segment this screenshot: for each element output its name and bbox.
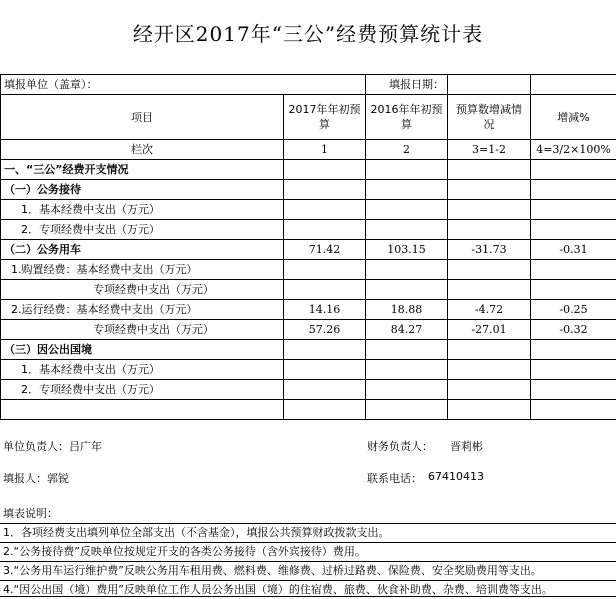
table-row [1, 200, 616, 220]
row-v1 [284, 340, 366, 360]
filler: 填报人：郭锐 [3, 470, 69, 486]
table-row [1, 220, 616, 240]
row-v3 [448, 260, 531, 280]
date-label: 填报日期： [366, 75, 448, 95]
date-value-cell [448, 75, 531, 95]
index-c1: 1 [284, 140, 366, 160]
table-row [1, 300, 616, 320]
row-v2 [366, 280, 448, 300]
row-v4: -0.25 [531, 300, 616, 320]
blank-cell [448, 400, 531, 420]
row-v2: 103.15 [366, 240, 448, 260]
row-v1: 57.26 [284, 320, 366, 340]
table-row [1, 260, 616, 280]
row-v1 [284, 280, 366, 300]
row-label: 专项经费中支出（万元） [1, 320, 284, 340]
row-label: （一）公务接待 [1, 180, 284, 200]
row-v1: 71.42 [284, 240, 366, 260]
row-v3 [448, 360, 531, 380]
index-c3: 3=1-2 [448, 140, 531, 160]
row-v4 [531, 260, 616, 280]
row-label: （二）公务用车 [1, 240, 284, 260]
note-line: 4.“因公出国（境）费用”反映单位工作人员公务出国（境）的住宿费、旅费、伙食补助费、杂费、培训费等支出。 [0, 580, 616, 599]
table-row [1, 180, 616, 200]
row-v2 [366, 160, 448, 180]
row-label: 2．专项经费中支出（万元） [1, 380, 284, 400]
row-label: 2．专项经费中支出（万元） [1, 220, 284, 240]
row-v1 [284, 200, 366, 220]
row-v4 [531, 200, 616, 220]
notes-section [0, 505, 616, 599]
row-v4 [531, 340, 616, 360]
row-v3 [448, 180, 531, 200]
column-header-row [1, 95, 616, 140]
col-2016-header: 2016年年初预算 [366, 95, 448, 140]
header-info-row [1, 75, 616, 95]
col-2017-header: 2017年年初预算 [284, 95, 366, 140]
row-v1 [284, 160, 366, 180]
row-v1 [284, 380, 366, 400]
note-line: 2.“公务接待费”反映单位按规定开支的各类公务接待（含外宾接待）费用。 [0, 542, 616, 561]
budget-table [0, 74, 616, 420]
blank-cell [1, 400, 284, 420]
note-line: 1．各项经费支出填列单位全部支出（不含基金），填报公共预算财政拨款支出。 [0, 523, 616, 542]
row-label: 1．基本经费中支出（万元） [1, 360, 284, 380]
phone-label: 联系电话： [367, 470, 422, 486]
row-label: （三）因公出国境 [1, 340, 284, 360]
blank-cell [284, 400, 366, 420]
finance-head-name: 晋莉彬 [450, 438, 483, 454]
phone-number: 67410413 [428, 470, 484, 483]
row-v3: -27.01 [448, 320, 531, 340]
index-row [1, 140, 616, 160]
row-v2 [366, 380, 448, 400]
blank-cell [366, 400, 448, 420]
row-v3 [448, 220, 531, 240]
row-v4: -0.31 [531, 240, 616, 260]
table-row [1, 240, 616, 260]
row-v3 [448, 200, 531, 220]
row-v3 [448, 380, 531, 400]
row-v2 [366, 220, 448, 240]
col-percent-header: 增减% [531, 95, 616, 140]
row-v2 [366, 260, 448, 280]
table-row [1, 320, 616, 340]
row-v4 [531, 380, 616, 400]
row-v1 [284, 220, 366, 240]
row-label: 一、“三公”经费开支情况 [1, 160, 284, 180]
row-v3 [448, 280, 531, 300]
note-line: 3.“公务用车运行维护费”反映公务用车租用费、燃料费、维修费、过桥过路费、保险费、安全奖励费用等支出。 [0, 561, 616, 580]
row-v1: 14.16 [284, 300, 366, 320]
unit-label: 填报单位（盖章）： [1, 75, 366, 95]
row-v3 [448, 340, 531, 360]
table-row [1, 160, 616, 180]
index-c2: 2 [366, 140, 448, 160]
row-v4 [531, 360, 616, 380]
row-label: 1.购置经费：基本经费中支出（万元） [1, 260, 284, 280]
bottom-rule [0, 596, 616, 597]
row-v1 [284, 360, 366, 380]
row-v3: -31.73 [448, 240, 531, 260]
row-v4 [531, 180, 616, 200]
row-v1 [284, 260, 366, 280]
table-row [1, 340, 616, 360]
row-v3: -4.72 [448, 300, 531, 320]
finance-head-label: 财务负责人： [367, 438, 433, 454]
row-v4 [531, 220, 616, 240]
row-label: 1．基本经费中支出（万元） [1, 200, 284, 220]
unit-head: 单位负责人：吕广年 [3, 438, 102, 454]
row-v2 [366, 200, 448, 220]
row-v4: -0.32 [531, 320, 616, 340]
sheet-title: 经开区2017年“三公”经费预算统计表 [0, 18, 616, 47]
row-v2 [366, 340, 448, 360]
row-v2: 18.88 [366, 300, 448, 320]
notes-title: 填表说明： [0, 505, 616, 523]
blank-row [1, 400, 616, 420]
col-change-header: 预算数增减情况 [448, 95, 531, 140]
row-v1 [284, 180, 366, 200]
col-item-header: 项目 [1, 95, 284, 140]
table-row [1, 280, 616, 300]
row-v3 [448, 160, 531, 180]
index-c4: 4=3/2×100% [531, 140, 616, 160]
row-v4 [531, 280, 616, 300]
row-v2 [366, 180, 448, 200]
blank-cell [531, 75, 616, 95]
row-v2 [366, 360, 448, 380]
index-label: 栏次 [1, 140, 284, 160]
table-row [1, 360, 616, 380]
row-v4 [531, 160, 616, 180]
table-row [1, 380, 616, 400]
row-label: 专项经费中支出（万元） [1, 280, 284, 300]
row-label: 2.运行经费：基本经费中支出（万元） [1, 300, 284, 320]
row-v2: 84.27 [366, 320, 448, 340]
blank-cell [531, 400, 616, 420]
